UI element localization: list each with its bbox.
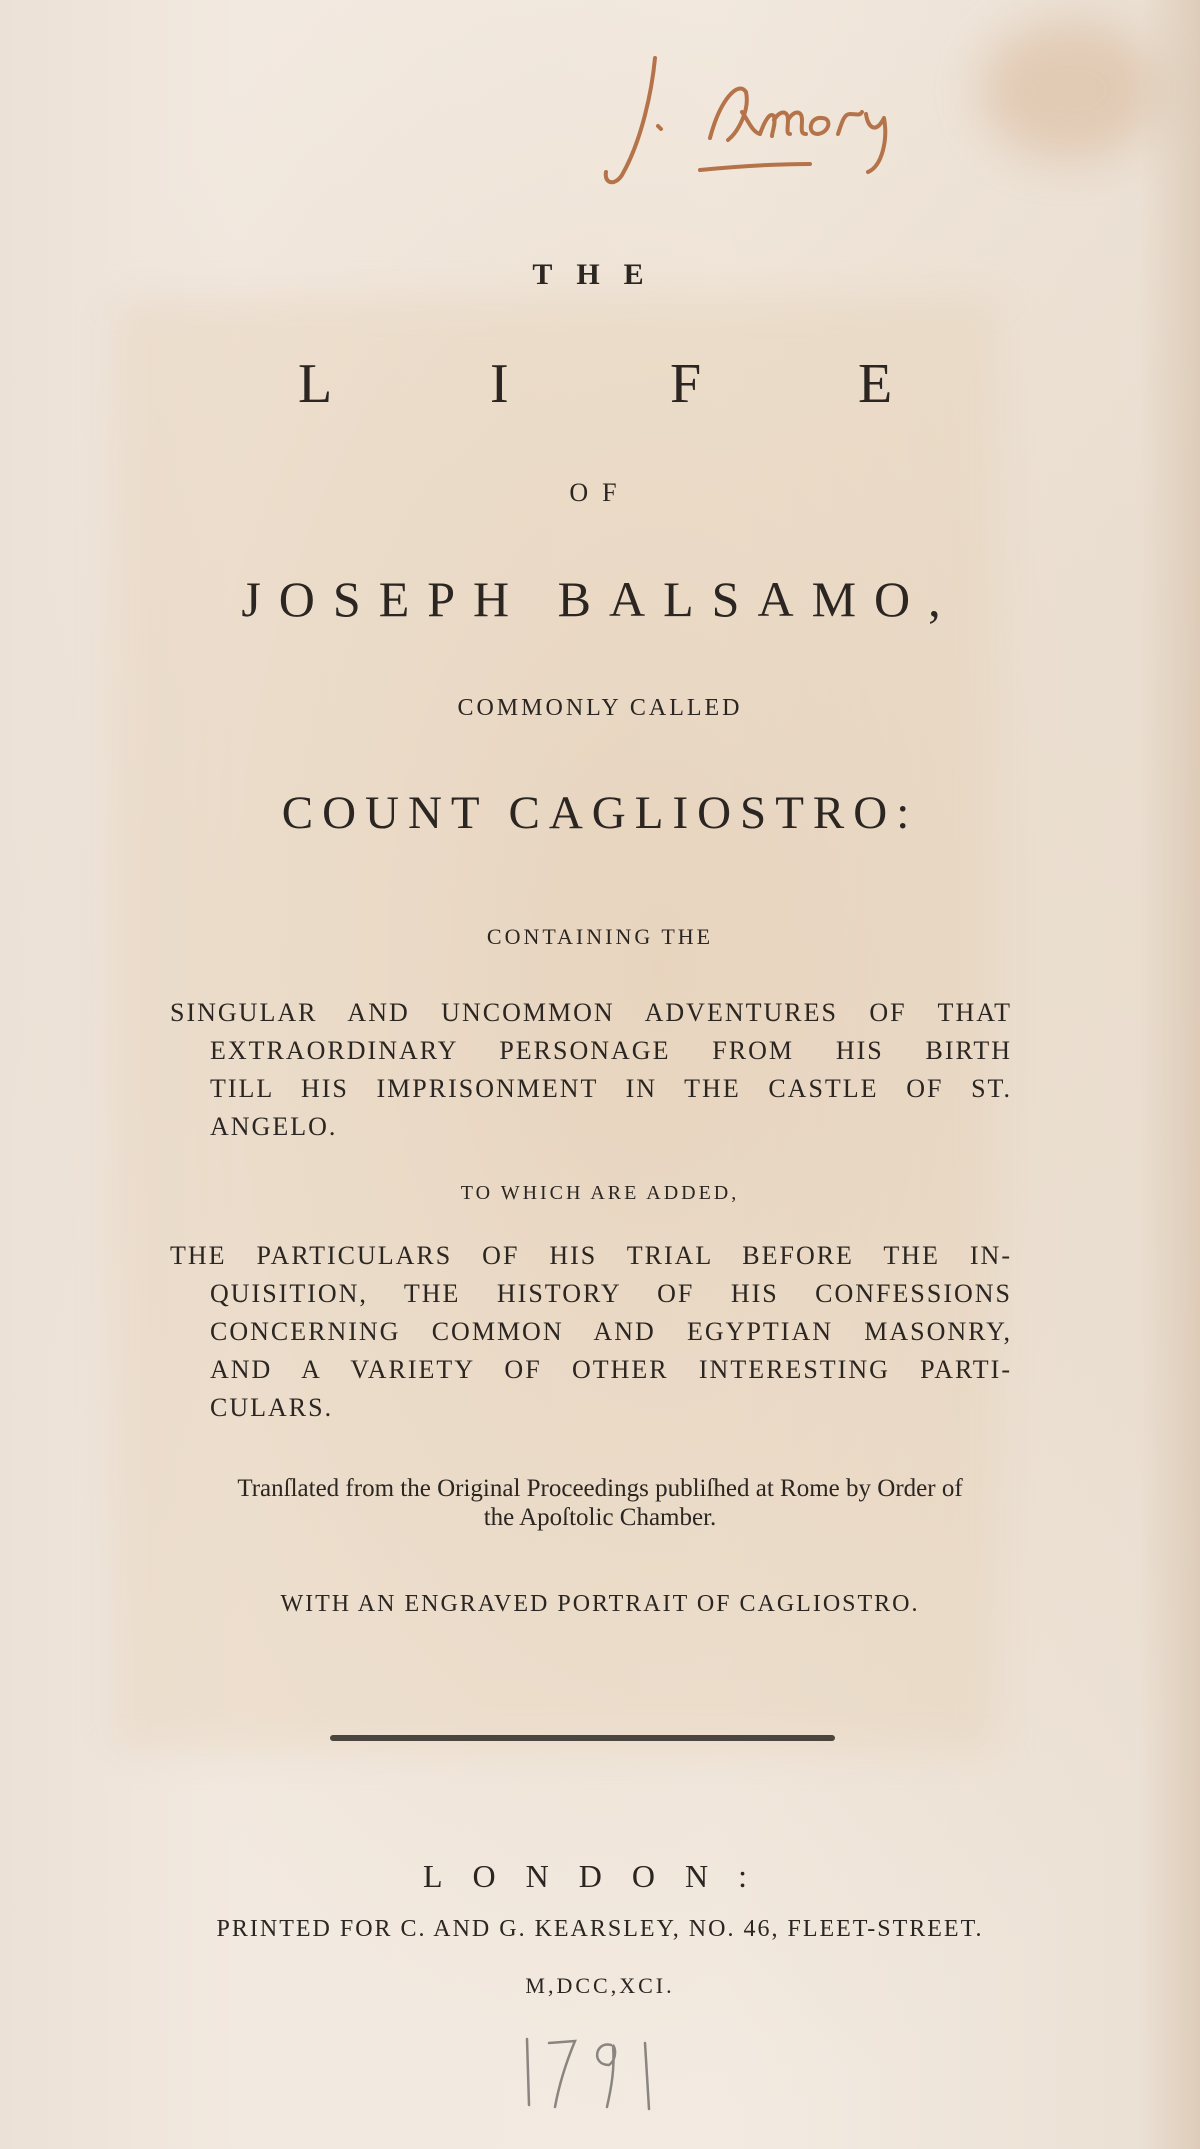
- signature-handwriting: [560, 40, 1000, 200]
- corner-stain: [980, 20, 1160, 160]
- additions-line: CONCERNING COMMON AND EGYPTIAN MASONRY,: [210, 1317, 1012, 1346]
- imprint-city: LONDON:: [423, 1858, 777, 1894]
- description-paragraph: [170, 994, 1012, 1146]
- title-name: JOSEPH BALSAMO,: [241, 571, 959, 627]
- imprint-year: M,DCC,XCI.: [525, 1973, 675, 1998]
- edge-discoloration: [1140, 0, 1200, 2149]
- title-alias: COUNT CAGLIOSTRO:: [281, 787, 919, 839]
- title-of: OF: [569, 478, 631, 507]
- additions-line: AND A VARIETY OF OTHER INTERESTING PARTI-: [210, 1355, 1012, 1384]
- description-line: EXTRAORDINARY PERSONAGE FROM HIS BIRTH: [210, 1036, 1012, 1065]
- additions-line: QUISITION, THE HISTORY OF HIS CONFESSIONS: [210, 1279, 1012, 1308]
- additions-line: CULARS.: [210, 1393, 334, 1422]
- containing-the: CONTAINING THE: [486, 924, 714, 949]
- description-line: ANGELO.: [210, 1112, 338, 1141]
- title-life-letter-i: I: [490, 353, 509, 415]
- title-life-letter-e: E: [858, 353, 893, 415]
- pencil-annotation: [515, 2025, 675, 2115]
- description-line: SINGULAR AND UNCOMMON ADVENTURES OF THAT: [170, 998, 1012, 1027]
- translation-note-line2: the Apoſtolic Chamber.: [483, 1504, 717, 1531]
- imprint-printer: PRINTED FOR C. AND G. KEARSLEY, NO. 46, FLEET-STREET.: [216, 1916, 984, 1942]
- title-life-letter-l: L: [298, 353, 333, 415]
- decorative-rule: [330, 1735, 835, 1741]
- to-which-are-added: TO WHICH ARE ADDED,: [460, 1182, 740, 1204]
- engraved-portrait-note: WITH AN ENGRAVED PORTRAIT OF CAGLIOSTRO.: [280, 1591, 920, 1617]
- title-commonly-called: COMMONLY CALLED: [457, 695, 743, 721]
- additions-paragraph: [170, 1237, 1012, 1427]
- description-line: TILL HIS IMPRISONMENT IN THE CASTLE OF ST.: [210, 1074, 1012, 1103]
- title-the: THE: [532, 258, 668, 291]
- additions-line: THE PARTICULARS OF HIS TRIAL BEFORE THE IN-: [170, 1241, 1012, 1270]
- title-life-letter-f: F: [670, 353, 702, 415]
- translation-note-line1: Tranſlated from the Original Proceedings publiſhed at Rome by Order of: [237, 1475, 963, 1502]
